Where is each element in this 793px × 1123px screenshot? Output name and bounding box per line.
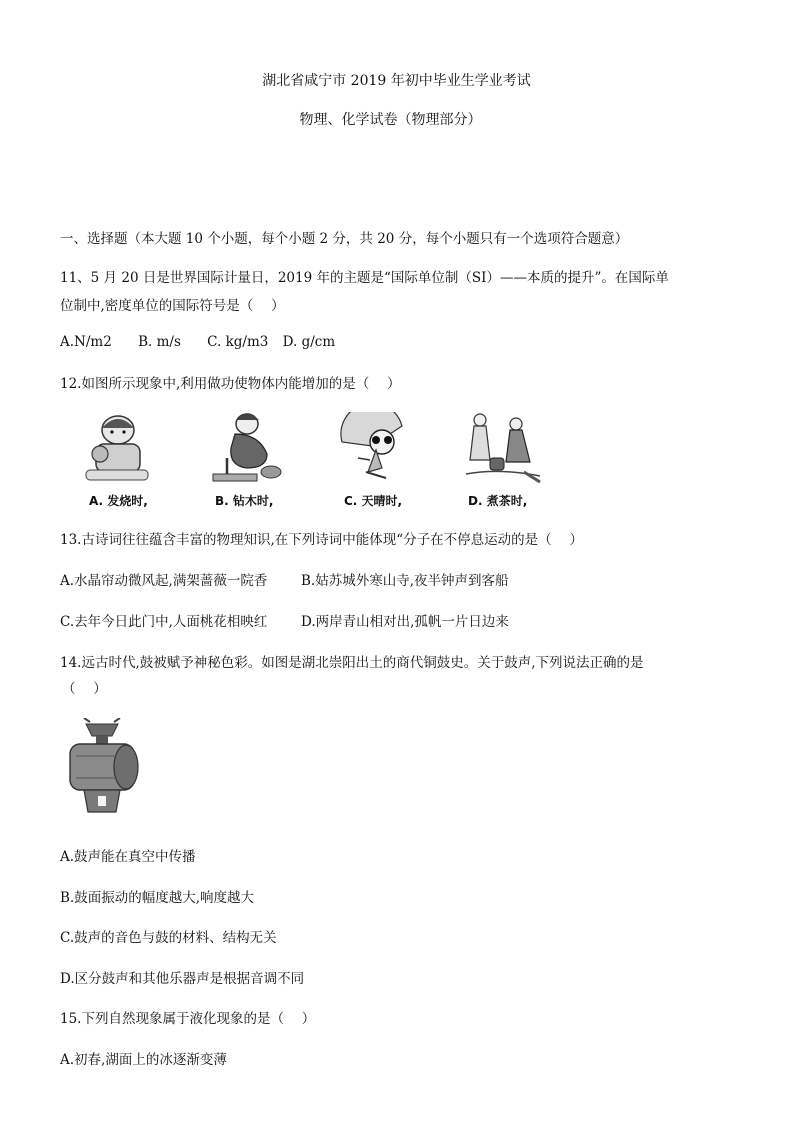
- sunny-figure-icon: [336, 412, 412, 486]
- figure-caption-d: D. 煮茶时,: [468, 494, 528, 508]
- options-row: [60, 334, 357, 350]
- question-stem-line: 12.如图所示现象中,利用做功使物体内能增加的是（ ）: [60, 376, 401, 392]
- question-stem-line: （ ）: [62, 681, 107, 697]
- option-b: B.鼓面振动的幅度越大,响度越大: [60, 890, 255, 906]
- option-b: B.姑苏城外寒山寺,夜半钟声到客船: [301, 573, 509, 589]
- option-a: A.N/m2: [60, 334, 112, 350]
- drill-wood-figure-icon: [207, 408, 285, 486]
- question-stem-line: 13.古诗词往往蕴含丰富的物理知识,在下列诗词中能体现“分子在不停息运动的是（ ）: [60, 532, 583, 548]
- exam-subtitle: 物理、化学试卷（物理部分）: [299, 112, 482, 128]
- question-stem-line: 位制中,密度单位的国际符号是（ ）: [60, 298, 285, 314]
- option-c: C.去年今日此门中,人面桃花相映红: [60, 614, 268, 630]
- boil-tea-figure-icon: [460, 410, 544, 486]
- option-d: D.两岸青山相对出,孤帆一片日边来: [301, 614, 509, 630]
- option-c: C.鼓声的音色与鼓的材料、结构无关: [60, 930, 277, 946]
- option-c: C. kg/m3: [207, 334, 269, 350]
- figure-caption-b: B. 钻木时,: [215, 494, 274, 508]
- figure-caption-c: C. 天晴时,: [344, 494, 403, 508]
- figure-caption-a: A. 发烧时,: [89, 494, 148, 508]
- question-stem-line: 15.下列自然现象属于液化现象的是（ ）: [60, 1011, 316, 1027]
- section-heading: 一、选择题（本大题 10 个小题，每个小题 2 分，共 20 分，每个小题只有一个选项符合题意）: [60, 231, 629, 247]
- exam-title: 湖北省咸宁市 2019 年初中毕业生学业考试: [262, 73, 531, 89]
- option-d: D.区分鼓声和其他乐器声是根据音调不同: [60, 971, 305, 987]
- option-a: A.初春,湖面上的冰逐渐变薄: [60, 1052, 227, 1068]
- question-stem-line: 14.远古时代,鼓被赋予神秘色彩。如图是湖北崇阳出土的商代铜鼓史。关于鼓声,下列说法正确的是: [60, 655, 644, 671]
- option-d: D. g/cm: [282, 334, 336, 350]
- bronze-drum-icon: [62, 718, 142, 816]
- option-a: A.鼓声能在真空中传播: [60, 849, 196, 865]
- question-stem-line: 11、5 月 20 日是世界国际计量日，2019 年的主题是“国际单位制（SI）——本质的提升”。在国际单: [60, 270, 669, 286]
- option-b: B. m/s: [138, 334, 181, 350]
- fever-figure-icon: [78, 408, 156, 486]
- option-a: A.水晶帘动微风起,满架蔷薇一院香: [60, 573, 268, 589]
